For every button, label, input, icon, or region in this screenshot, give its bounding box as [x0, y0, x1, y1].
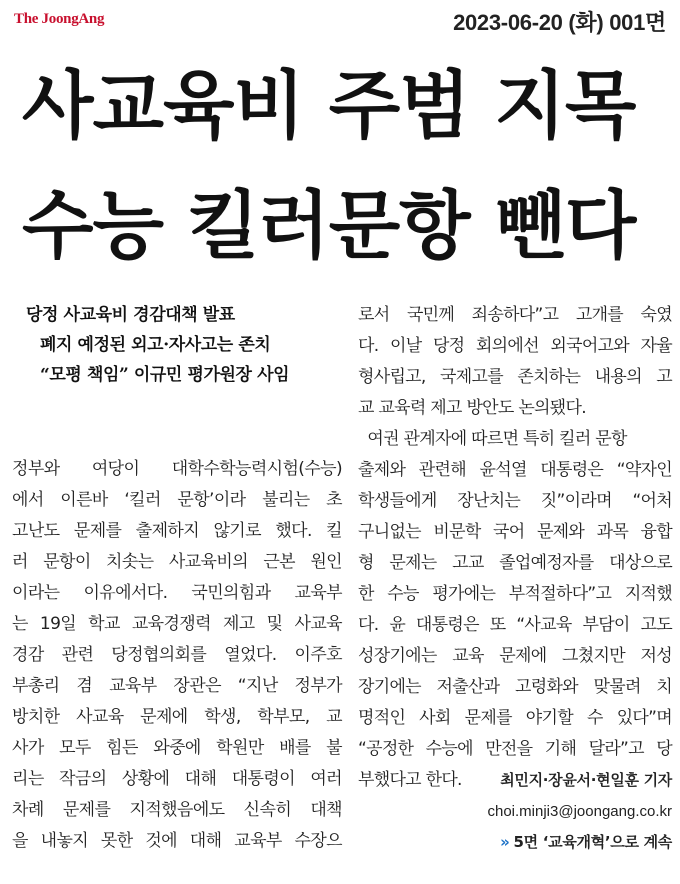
double-chevron-right-icon: » [500, 833, 510, 851]
body-line: 장기에는 저출산과 고령화와 맞물려 치 [358, 677, 672, 697]
body-line: 정부와 여당이 대학수학능력시험(수능) [12, 459, 342, 479]
body-line-last: 부했다고 한다. [358, 770, 462, 790]
masthead [0, 0, 680, 42]
headline [22, 46, 662, 286]
body-line: 리는 작금의 상황에 대해 대통령이 여러 [12, 769, 342, 789]
edition-date-page: 2023-06-20 (화) 001면 [453, 10, 666, 35]
body-line: 다. 이날 당정 회의에선 외국어고와 자율 [358, 336, 672, 356]
body-line: 차례 문제를 지적했음에도 신속히 대책 [12, 800, 342, 820]
body-line: 을 내놓지 못한 것에 대해 교육부 수장으 [12, 831, 342, 851]
body-line: 사가 모두 힘든 와중에 학원만 배를 불 [12, 738, 342, 758]
body-line: 이라는 이유에서다. 국민의힘과 교육부 [12, 583, 342, 603]
body-line: 학생들에게 장난치는 짓”이라며 “어처 [358, 491, 672, 511]
body-line: 러 문항이 치솟는 사교육비의 근본 원인 [12, 552, 342, 572]
headline-line-2: 수능 킬러문항 뺀다 [22, 183, 636, 269]
body-line: 에서 이른바 ‘킬러 문항’이라 불리는 초 [12, 490, 342, 510]
headline-line-1: 사교육비 주범 지목 [22, 63, 636, 149]
body-line: 고난도 문제를 출제하지 않기로 했다. 킬 [12, 521, 342, 541]
body-text-left [12, 454, 342, 857]
body-line: 로서 국민께 죄송하다”고 고개를 숙였 [358, 305, 672, 325]
continue-text: 5면 ‘교육개혁’으로 계속 [513, 833, 672, 851]
body-line: 부총리 겸 교육부 장관은 “지난 정부가 [12, 676, 342, 696]
body-line: 형 문제는 고교 졸업예정자를 대상으로 [358, 553, 672, 573]
body-line: “공정한 수능에 만전을 기해 달라”고 당 [358, 739, 672, 759]
body-line: 다. 윤 대통령은 또 “사교육 부담이 고도 [358, 615, 672, 635]
article-column-left [12, 300, 342, 857]
body-line-paragraph-start: 여권 관계자에 따르면 특히 킬러 문항 [358, 429, 627, 449]
body-line: 성장기에는 교육 문제에 그쳤지만 저성 [358, 646, 672, 666]
body-line: 명적인 사회 문제를 야기할 수 있다”며 [358, 708, 672, 728]
body-line: 방치한 사교육 문제에 학생, 학부모, 교 [12, 707, 342, 727]
reporter-byline: 최민지·장윤서·현일훈 기자 [500, 771, 672, 789]
newspaper-logo: The JoongAng [14, 11, 105, 27]
subheadline-1: 당정 사교육비 경감대책 발표 [26, 305, 235, 325]
subheadline-3: “모평 책임” 이규민 평가원장 사임 [40, 365, 290, 385]
body-line: 교 교육력 제고 방안도 논의됐다. [358, 398, 586, 418]
continued-on-page-note [358, 827, 672, 858]
body-line: 는 19일 학교 교육경쟁력 제고 및 사교육 [12, 614, 342, 634]
body-line: 형사립고, 국제고를 존치하는 내용의 고 [358, 367, 672, 387]
body-line: 구니없는 비문학 국어 문제와 과목 융합 [358, 522, 672, 542]
body-line: 한 수능 평가에는 부적절하다”고 지적했 [358, 584, 672, 604]
subheadline-2: 폐지 예정된 외고·자사고는 존치 [40, 335, 271, 355]
reporter-email[interactable]: choi.minji3@joongang.co.kr [487, 803, 672, 820]
body-line: 경감 관련 당정협의회를 열었다. 이주호 [12, 645, 342, 665]
body-line: 출제와 관련해 윤석열 대통령은 “약자인 [358, 460, 672, 480]
article-column-right [358, 300, 672, 858]
